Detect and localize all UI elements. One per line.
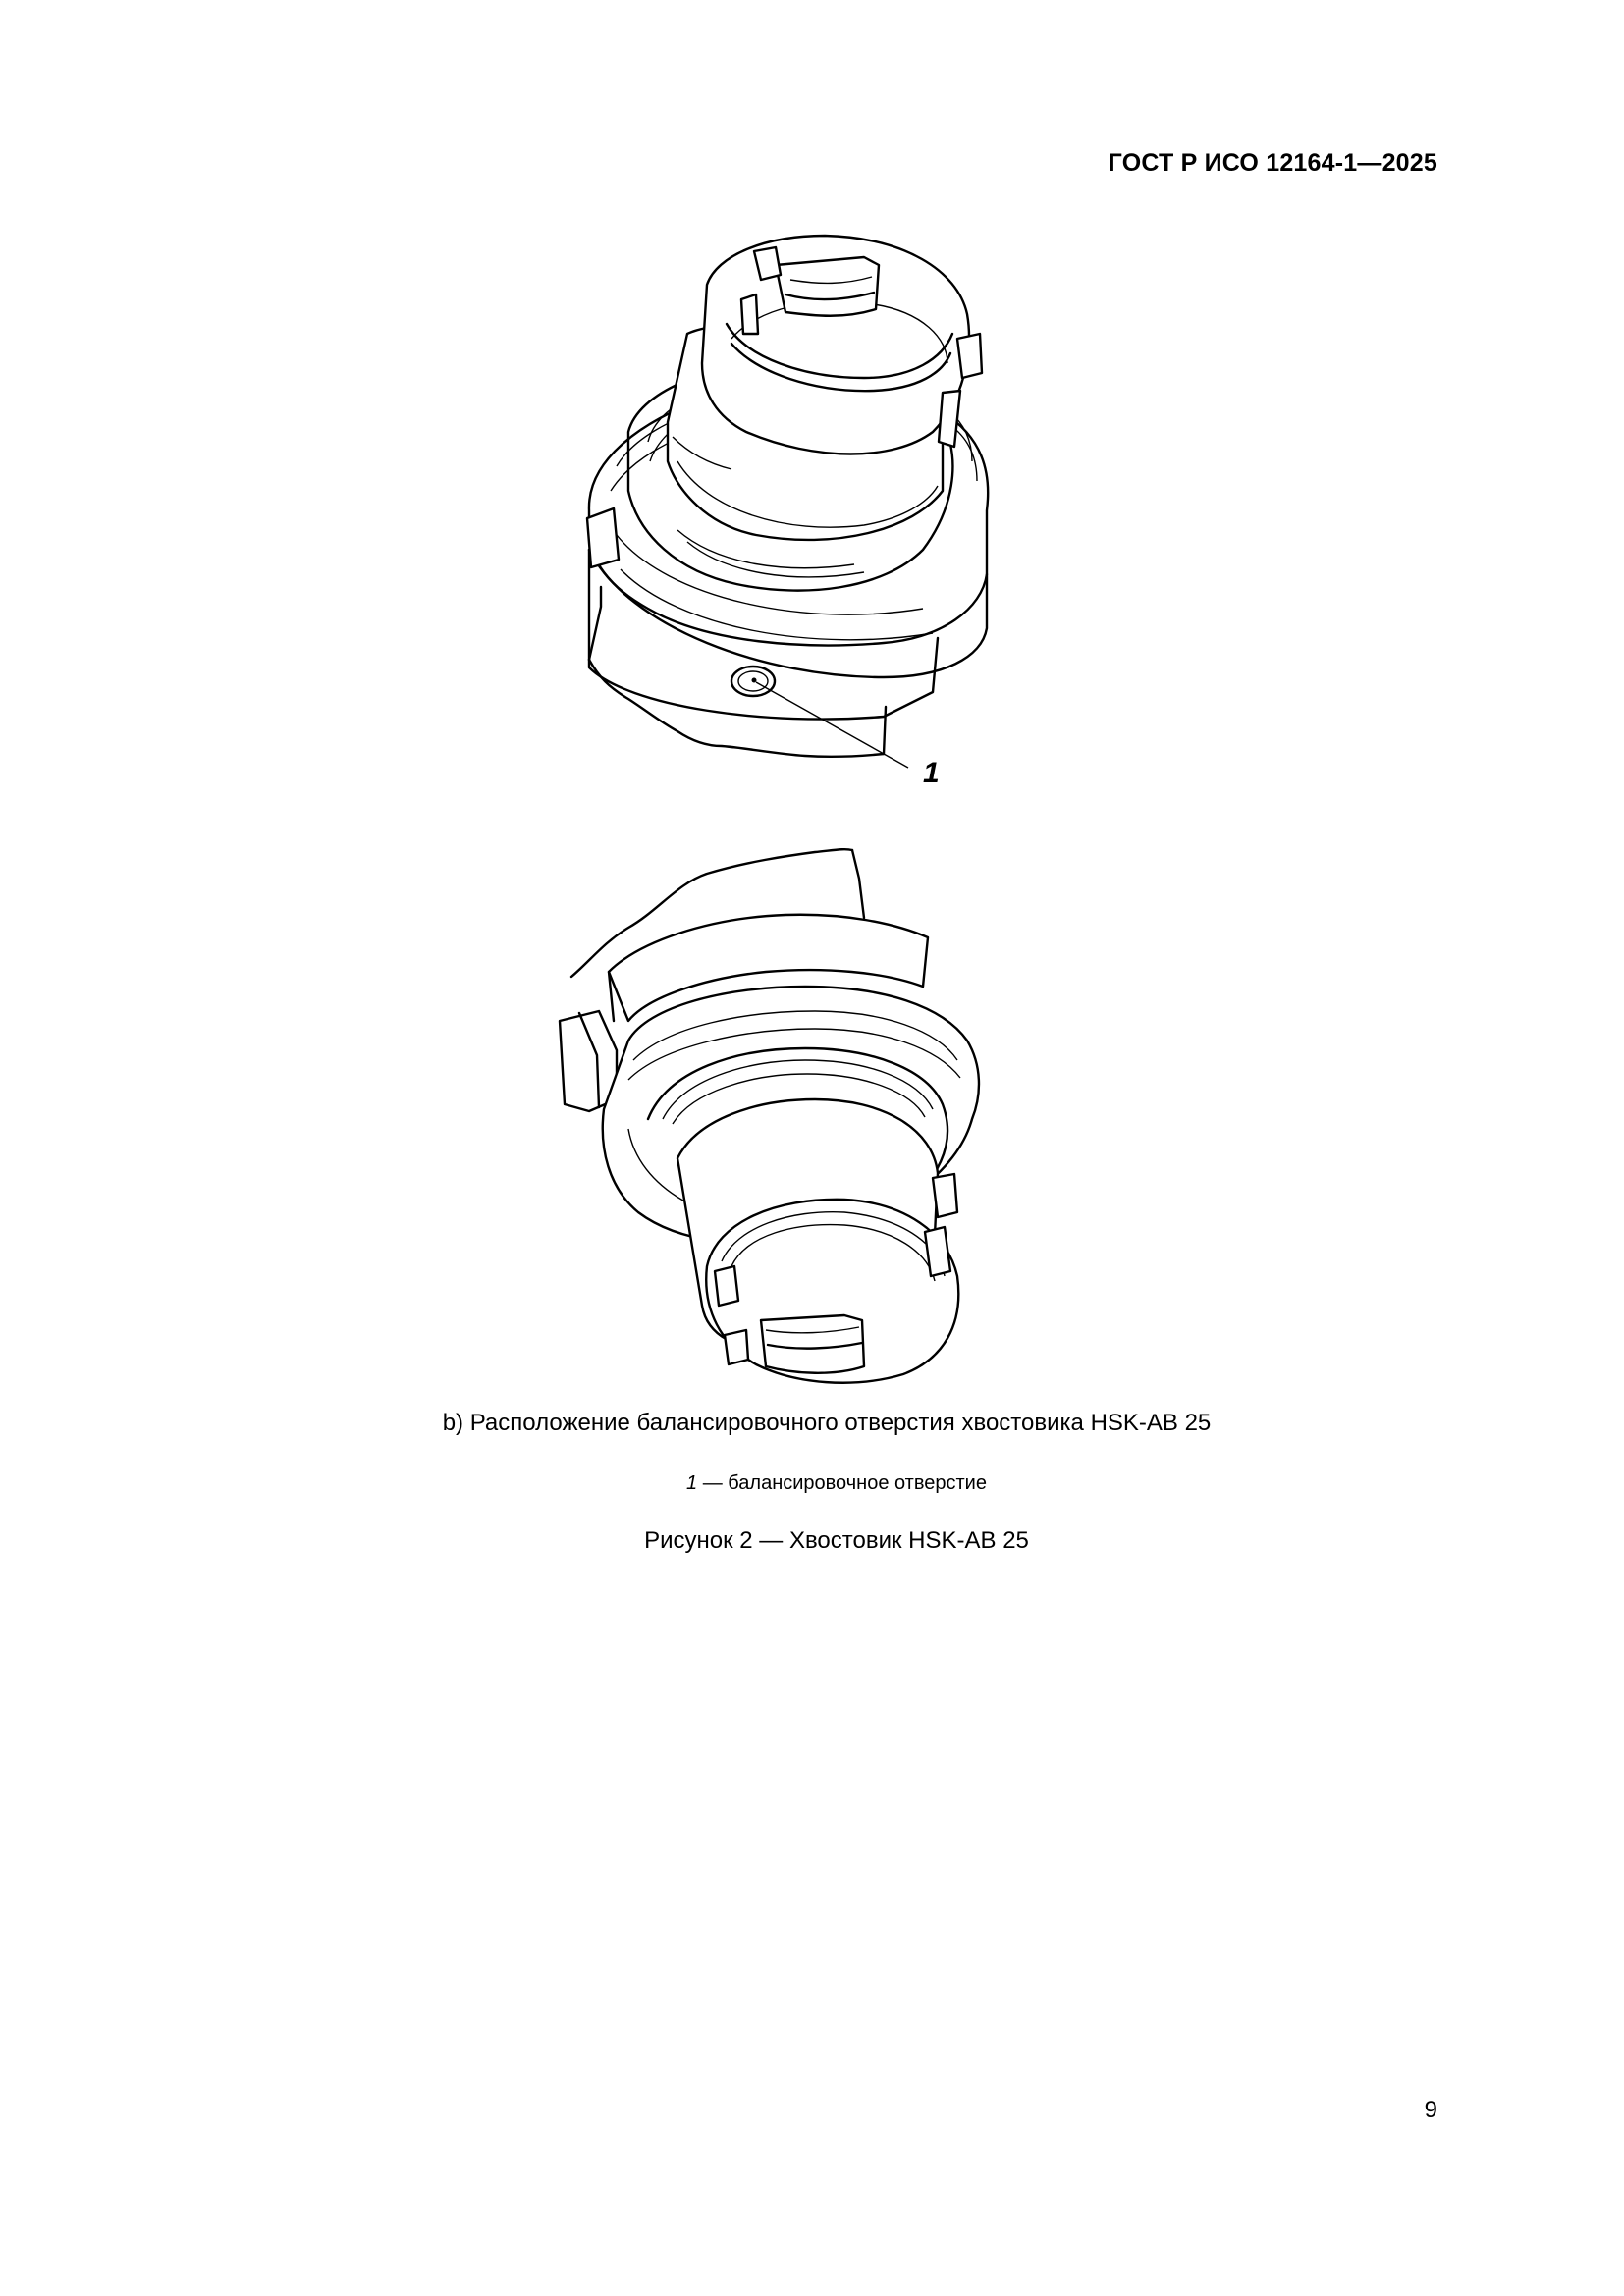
figure-subcaption: b) Расположение балансировочного отверстия хвостовика HSK-AB 25 xyxy=(442,1410,1212,1436)
standard-number: ГОСТ Р ИСО 12164-1—2025 xyxy=(1108,149,1437,177)
shank-view-top xyxy=(587,236,988,789)
figure-legend xyxy=(0,1472,1624,1495)
page-number: 9 xyxy=(1424,2097,1437,2123)
shank-view-bottom xyxy=(560,849,979,1383)
figure-title: Рисунок 2 — Хвостовик HSK-AB 25 xyxy=(644,1527,1029,1554)
legend-number: 1 xyxy=(686,1472,698,1494)
legend-text: — балансировочное отверстие xyxy=(702,1472,987,1494)
keyway-top xyxy=(776,257,879,316)
callout-number: 1 xyxy=(923,757,940,789)
